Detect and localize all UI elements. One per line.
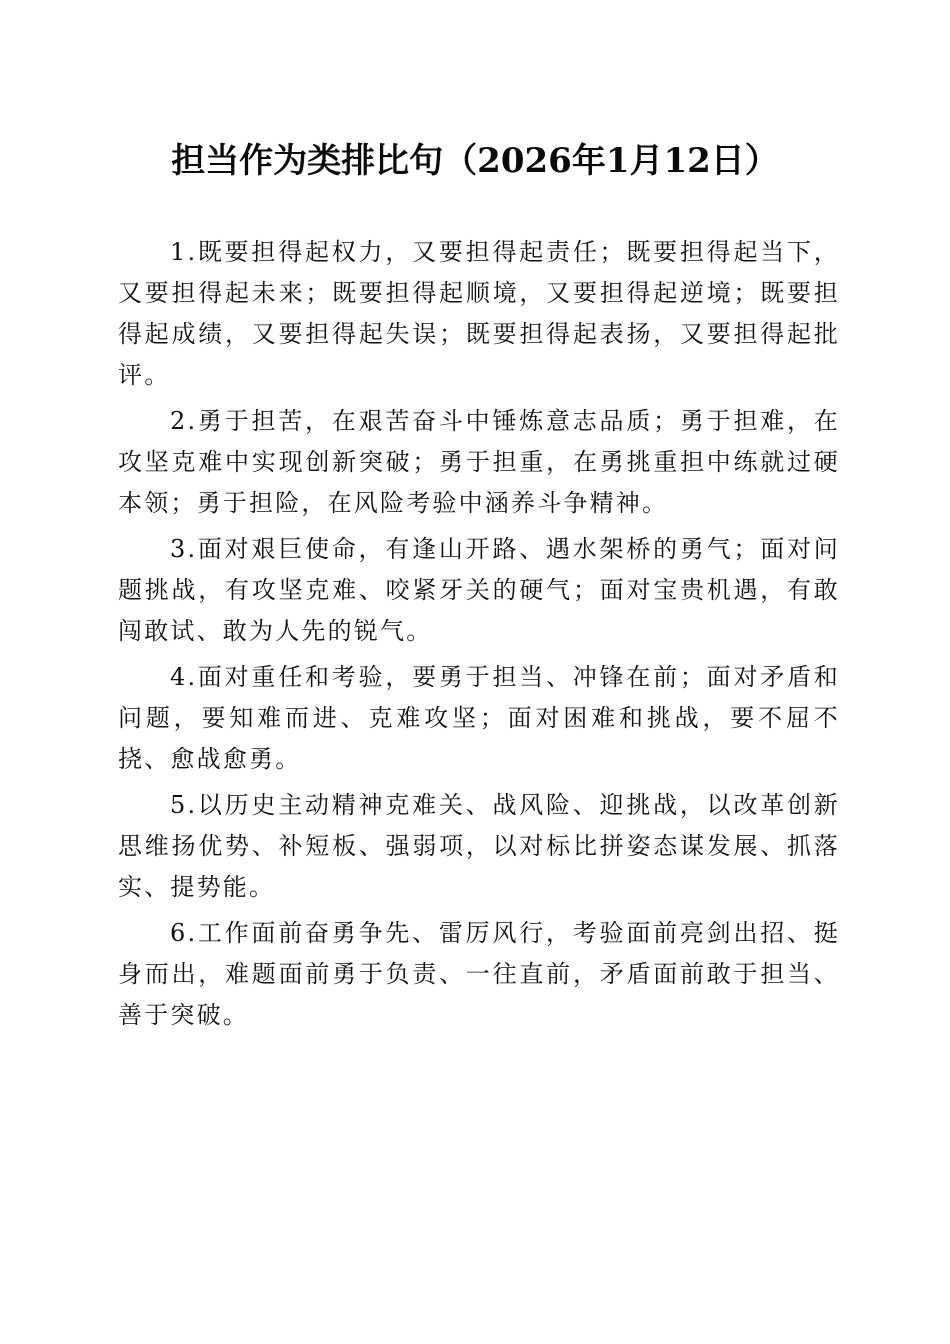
paragraph-6: 6.工作面前奋勇争先、雷厉风行，考验面前亮剑出招、挺身而出，难题面前勇于负责、一往直前，矛盾面前敢于担当、善于突破。	[118, 919, 840, 1029]
document-body	[118, 232, 840, 1041]
paragraph-4: 4.面对重任和考验，要勇于担当、冲锋在前；面对矛盾和问题，要知难而进、克难攻坚；面对困难和挑战，要不屈不挠、愈战愈勇。	[118, 663, 840, 773]
paragraph-5: 5.以历史主动精神克难关、战风险、迎挑战，以改革创新思维扬优势、补短板、强弱项，以对标比拼姿态谋发展、抓落实、提势能。	[118, 791, 840, 901]
paragraph-1: 1.既要担得起权力，又要担得起责任；既要担得起当下，又要担得起未来；既要担得起顺境，又要担得起逆境；既要担得起成绩，又要担得起失误；既要担得起表扬，又要担得起批评。	[118, 238, 840, 389]
paragraph-3: 3.面对艰巨使命，有逢山开路、遇水架桥的勇气；面对问题挑战，有攻坚克难、咬紧牙关的硬气；面对宝贵机遇，有敢闯敢试、敢为人先的锐气。	[118, 535, 840, 645]
document-title: 担当作为类排比句（2026年1月12日）	[171, 141, 779, 181]
paragraph-2: 2.勇于担苦，在艰苦奋斗中锤炼意志品质；勇于担难，在攻坚克难中实现创新突破；勇于担重，在勇挑重担中练就过硬本领；勇于担险，在风险考验中涵养斗争精神。	[118, 407, 840, 517]
